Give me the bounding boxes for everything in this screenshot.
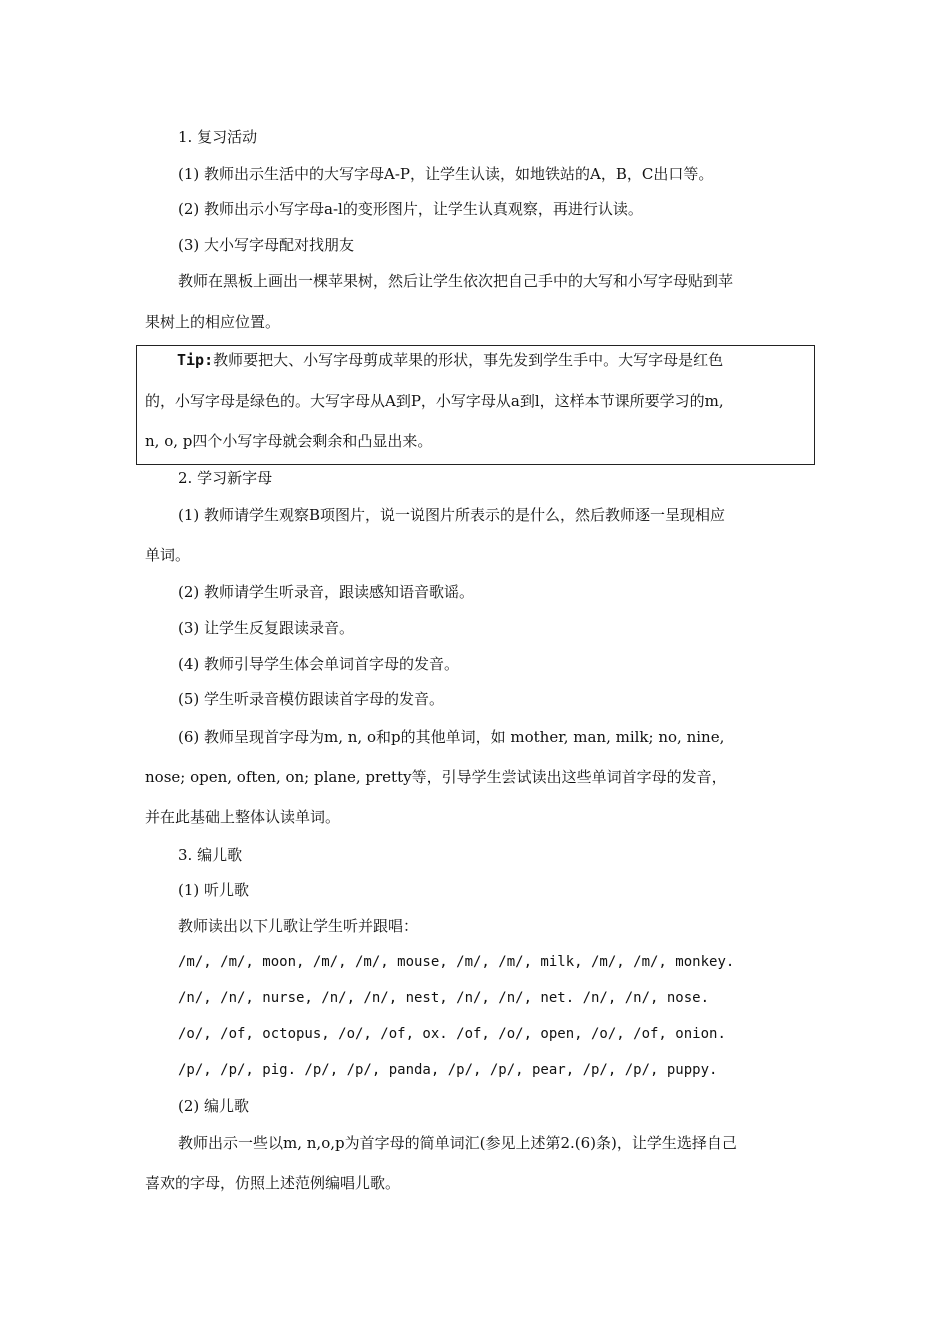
chant-line-n: /n/, /n/, nurse, /n/, /n/, nest, /n/, /n/, net. /n/, /n/, nose. (178, 990, 710, 1006)
tip-text-1: 教师要把大、小写字母剪成苹果的形状，事先发到学生手中。大写字母是红色 (213, 351, 724, 369)
section3-intro: 教师读出以下儿歌让学生听并跟唱： (178, 917, 419, 935)
section2-item-6-line1: (6) 教师呈现首字母为m, n, o和p的其他单词，如 mother, man, milk; no, nine, (178, 728, 725, 746)
section3-paragraph-line2: 喜欢的字母，仿照上述范例编唱儿歌。 (145, 1174, 401, 1192)
section1-item-3: (3) 大小写字母配对找朋友 (178, 236, 355, 254)
section1-paragraph-line2: 果树上的相应位置。 (145, 313, 281, 331)
section1-item-2: (2) 教师出示小写字母a-l的变形图片，让学生认真观察，再进行认读。 (178, 200, 643, 218)
section2-item-2: (2) 教师请学生听录音，跟读感知语音歌谣。 (178, 583, 475, 601)
section2-item-4: (4) 教师引导学生体会单词首字母的发音。 (178, 655, 460, 673)
tip-label: Tip: (177, 351, 214, 369)
chant-line-m: /m/, /m/, moon, /m/, /m/, mouse, /m/, /m/, milk, /m/, /m/, monkey. (178, 954, 735, 970)
section2-item-5: (5) 学生听录音模仿跟读首字母的发音。 (178, 690, 445, 708)
tip-line-3: n, o, p四个小写字母就会剩余和凸显出来。 (145, 432, 433, 450)
section3-sub-2: (2) 编儿歌 (178, 1097, 250, 1115)
section1-heading: 1. 复习活动 (178, 128, 258, 146)
section3-heading: 3. 编儿歌 (178, 846, 243, 864)
tip-line-2: 的，小写字母是绿色的。大写字母从A到P，小写字母从a到l，这样本节课所要学习的m, (145, 392, 724, 410)
section1-paragraph-line1: 教师在黑板上画出一棵苹果树，然后让学生依次把自己手中的大写和小写字母贴到苹 (178, 272, 734, 290)
tip-line-1 (177, 351, 723, 370)
section2-item-1-line1: (1) 教师请学生观察B项图片，说一说图片所表示的是什么，然后教师逐一呈现相应 (178, 506, 726, 524)
section3-sub-1: (1) 听儿歌 (178, 881, 250, 899)
section2-item-6-line3: 并在此基础上整体认读单词。 (145, 808, 341, 826)
chant-line-p: /p/, /p/, pig. /p/, /p/, panda, /p/, /p/, pear, /p/, /p/, puppy. (178, 1062, 718, 1078)
tip-box (136, 345, 815, 465)
section2-item-3: (3) 让学生反复跟读录音。 (178, 619, 355, 637)
chant-line-o: /o/, /of, octopus, /o/, /of, ox. /of, /o/, open, /o/, /of, onion. (178, 1026, 726, 1042)
section2-item-1-line2: 单词。 (145, 546, 191, 564)
section1-item-1: (1) 教师出示生活中的大写字母A-P，让学生认读，如地铁站的A，B，C出口等。 (178, 165, 714, 183)
section2-item-6-line2: nose; open, often, on; plane, pretty等，引导学生尝试读出这些单词首字母的发音， (145, 768, 727, 786)
section2-heading: 2. 学习新字母 (178, 469, 273, 487)
section3-paragraph-line1: 教师出示一些以m, n,o,p为首字母的简单词汇(参见上述第2.(6)条)，让学生选择自己 (178, 1134, 737, 1152)
